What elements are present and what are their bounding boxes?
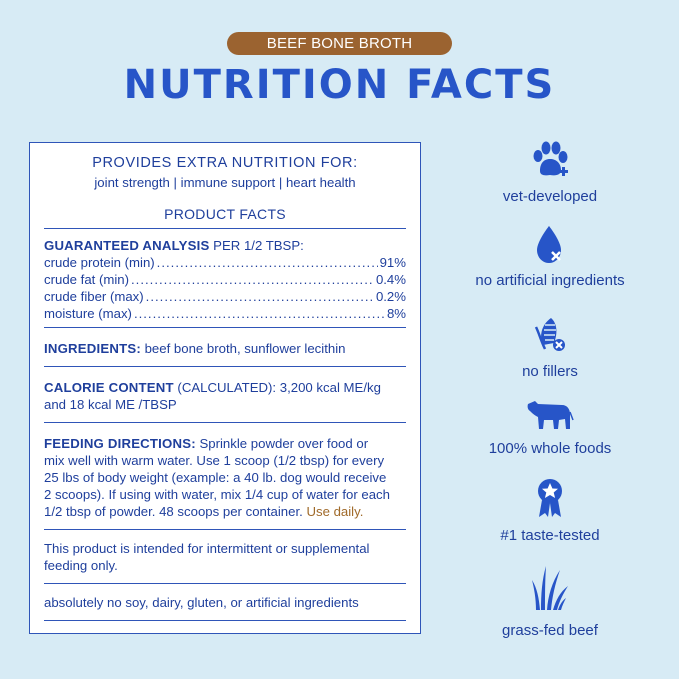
paw-plus-icon (530, 140, 570, 182)
feature-label: grass-fed beef (502, 622, 598, 639)
analysis-name: moisture (max) (44, 306, 132, 321)
feature-label: 100% whole foods (488, 440, 612, 457)
feeding-label: FEEDING DIRECTIONS: (44, 436, 196, 451)
guaranteed-analysis-per: PER 1/2 TBSP: (213, 238, 304, 253)
ingredients-text: beef bone broth, sunflower lecithin (144, 341, 346, 356)
provides-title: PROVIDES EXTRA NUTRITION FOR: (92, 155, 358, 171)
feature-taste-tested (440, 477, 660, 544)
calorie-text-2: and 18 kcal ME /TBSP (44, 397, 177, 412)
notice-text-2: feeding only. (44, 558, 118, 573)
feeding-text-2: mix well with warm water. Use 1 scoop (1/2 tbsp) for every (44, 453, 385, 468)
use-daily-note: Use daily. (306, 504, 364, 519)
feature-label: no fillers (522, 363, 578, 380)
analysis-name: crude fat (min) (44, 272, 130, 287)
calorie-text: (CALCULATED): 3,200 kcal ME/kg (177, 380, 381, 395)
leader-dots (134, 305, 385, 322)
feeding-text-3: 25 lbs of body weight (example: a 40 lb. dog would receive (44, 470, 387, 485)
analysis-value: 0.2% (375, 289, 406, 304)
leader-dots (131, 271, 374, 288)
analysis-name: crude fiber (max) (44, 289, 144, 304)
nutrition-panel (29, 142, 421, 634)
analysis-row (44, 305, 406, 322)
analysis-value: 0.4% (375, 272, 406, 287)
feature-label: vet-developed (502, 188, 598, 205)
feature-label: no artificial ingredients (475, 272, 625, 289)
calorie-label: CALORIE CONTENT (44, 380, 174, 395)
divider (44, 228, 406, 229)
feature-no-artificial (440, 224, 660, 289)
feature-grass-fed (440, 560, 660, 639)
analysis-name: crude protein (min) (44, 255, 155, 270)
provides-items: joint strength | immune support | heart health (94, 175, 356, 190)
product-facts-title: PRODUCT FACTS (164, 206, 286, 222)
notice-section (44, 530, 406, 574)
divider (44, 620, 406, 621)
leader-dots (146, 288, 374, 305)
calorie-section (44, 367, 406, 413)
feeding-text-4: 2 scoops). If using with water, mix 1/4 cup of water for each (44, 487, 390, 502)
grass-icon (530, 560, 570, 612)
notice-text-1: This product is intended for intermittent or supplemental (44, 541, 370, 556)
analysis-value: 91% (379, 255, 406, 270)
analysis-row (44, 271, 406, 288)
leader-dots (157, 254, 378, 271)
feeding-section (44, 423, 406, 520)
guaranteed-analysis-heading (44, 237, 406, 254)
page-title: NUTRITION FACTS (123, 62, 556, 108)
analysis-value: 8% (386, 306, 406, 321)
feature-vet-developed (440, 140, 660, 205)
product-badge: BEEF BONE BROTH (227, 32, 452, 55)
drop-x-icon (533, 224, 567, 266)
ribbon-star-icon (533, 477, 567, 519)
feature-label: #1 taste-tested (500, 527, 600, 544)
corn-x-icon (533, 315, 567, 353)
feeding-text-1: Sprinkle powder over food or (199, 436, 369, 451)
analysis-row (44, 254, 406, 271)
free-from-text: absolutely no soy, dairy, gluten, or artificial ingredients (44, 595, 359, 610)
feeding-text-5: 1/2 tbsp of powder. 48 scoops per container. (44, 504, 303, 519)
analysis-row (44, 288, 406, 305)
guaranteed-analysis-label: GUARANTEED ANALYSIS (44, 238, 210, 253)
cow-icon (526, 398, 574, 430)
ingredients-section (44, 328, 406, 357)
feature-whole-foods (440, 398, 660, 457)
ingredients-label: INGREDIENTS: (44, 341, 141, 356)
feature-no-fillers (440, 315, 660, 380)
